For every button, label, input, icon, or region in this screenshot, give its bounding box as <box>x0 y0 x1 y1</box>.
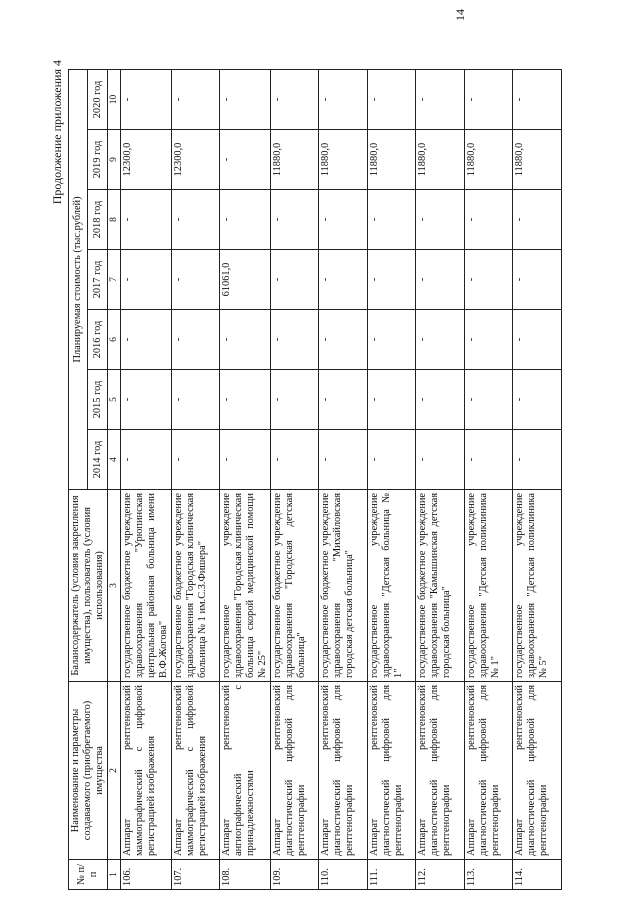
cost-value: - <box>270 370 319 430</box>
column-number: 1 <box>107 860 120 890</box>
continuation-note: Продолжение приложения 4 <box>50 60 64 205</box>
cost-value: - <box>120 310 171 370</box>
table-row <box>416 69 465 889</box>
cost-value: 61061,0 <box>220 250 271 310</box>
cost-value: - <box>416 69 465 129</box>
cost-value: 12300,0 <box>120 130 171 190</box>
cost-value: - <box>367 370 416 430</box>
table-body <box>120 69 561 889</box>
row-number: 110. <box>319 860 368 890</box>
cost-value: - <box>464 310 513 370</box>
cost-value: - <box>367 430 416 490</box>
cost-value: - <box>171 310 220 370</box>
cost-value: - <box>120 190 171 250</box>
cost-value: - <box>513 190 562 250</box>
header-year: 2019 год <box>88 130 107 190</box>
cost-value: - <box>220 130 271 190</box>
cost-value: - <box>513 69 562 129</box>
column-number: 6 <box>107 310 120 370</box>
cost-value: - <box>270 69 319 129</box>
cost-value: - <box>120 250 171 310</box>
item-name: Аппарат рентгеновский диагностический цифровой для рентгенографии <box>270 682 319 860</box>
header-num: № п/п <box>69 860 108 890</box>
cost-value: - <box>270 310 319 370</box>
cost-value: - <box>270 430 319 490</box>
table-row <box>171 69 220 889</box>
cost-value: - <box>171 370 220 430</box>
cost-value: - <box>513 430 562 490</box>
cost-value: - <box>513 370 562 430</box>
cost-value: - <box>367 250 416 310</box>
cost-value: 11880,0 <box>513 130 562 190</box>
cost-value: 11880,0 <box>367 130 416 190</box>
column-number: 4 <box>107 430 120 490</box>
cost-value: - <box>367 190 416 250</box>
cost-value: - <box>120 69 171 129</box>
cost-value: - <box>416 250 465 310</box>
balance-holder: государственное бюджетное учреждение здравоохранения "Михайловская городская детская больница" <box>319 490 368 682</box>
cost-value: - <box>171 430 220 490</box>
column-number: 3 <box>107 490 120 682</box>
table-row <box>367 69 416 889</box>
column-number: 10 <box>107 69 120 129</box>
column-numbers-row <box>107 69 120 889</box>
item-name: Аппарат рентгеновский диагностический цифровой для рентгенографии <box>416 682 465 860</box>
table-row <box>270 69 319 889</box>
row-number: 107. <box>171 860 220 890</box>
balance-holder: государственное бюджетное учреждение здравоохранения "Городская клиническая больница № 1 им.С.З.Фишера" <box>171 490 220 682</box>
header-cost: Планируемая стоимость (тыс.рублей) <box>69 69 88 489</box>
row-number: 106. <box>120 860 171 890</box>
cost-value: 11880,0 <box>416 130 465 190</box>
cost-value: - <box>220 310 271 370</box>
row-number: 114. <box>513 860 562 890</box>
balance-holder: государственное учреждение здравоохранения "Городская клиническая больница скорой медицинской помощи № 25" <box>220 490 271 682</box>
cost-value: - <box>220 430 271 490</box>
column-number: 8 <box>107 190 120 250</box>
cost-value: - <box>367 69 416 129</box>
cost-value: - <box>171 250 220 310</box>
cost-value: 11880,0 <box>319 130 368 190</box>
cost-value: 12300,0 <box>171 130 220 190</box>
item-name: Аппарат рентгеновский диагностический цифровой для рентгенографии <box>367 682 416 860</box>
table-row <box>319 69 368 889</box>
balance-holder: государственное учреждение здравоохранения "Детская поликлиника № 5" <box>513 490 562 682</box>
cost-value: - <box>319 69 368 129</box>
cost-value: - <box>220 190 271 250</box>
row-number: 108. <box>220 860 271 890</box>
cost-value: - <box>270 250 319 310</box>
item-name: Аппарат рентгеновский диагностический цифровой для рентгенографии <box>319 682 368 860</box>
header-year: 2020 год <box>88 69 107 129</box>
item-name: Аппарат рентгеновский ангиографический с принадлежностями <box>220 682 271 860</box>
cost-value: 11880,0 <box>464 130 513 190</box>
header-year: 2018 год <box>88 190 107 250</box>
balance-holder: государственное бюджетное учреждение здравоохранения "Городская детская больница" <box>270 490 319 682</box>
table-row <box>220 69 271 889</box>
cost-value: - <box>120 430 171 490</box>
cost-value: - <box>270 190 319 250</box>
cost-value: - <box>464 370 513 430</box>
cost-value: - <box>464 250 513 310</box>
column-number: 7 <box>107 250 120 310</box>
cost-value: - <box>319 430 368 490</box>
balance-holder: государственное бюджетное учреждение здравоохранения "Камышинская детская городская больница" <box>416 490 465 682</box>
cost-value: 11880,0 <box>270 130 319 190</box>
property-table <box>68 69 562 890</box>
balance-holder: государственное учреждение здравоохранения "Детская поликлиника № 1" <box>464 490 513 682</box>
cost-value: - <box>416 310 465 370</box>
cost-value: - <box>367 310 416 370</box>
item-name: Аппарат рентгеновский маммографический с цифровой регистрацией изображения <box>171 682 220 860</box>
cost-value: - <box>319 310 368 370</box>
header-holder: Балансодержатель (условия закрепления имущества), пользователь (условия использования) <box>69 490 108 682</box>
balance-holder: государственное учреждение здравоохранения "Детская больница № 1" <box>367 490 416 682</box>
cost-value: - <box>319 250 368 310</box>
header-row <box>69 69 88 889</box>
cost-value: - <box>171 69 220 129</box>
column-number: 2 <box>107 682 120 860</box>
header-year: 2016 год <box>88 310 107 370</box>
cost-value: - <box>416 190 465 250</box>
row-number: 112. <box>416 860 465 890</box>
cost-value: - <box>319 190 368 250</box>
cost-value: - <box>120 370 171 430</box>
row-number: 109. <box>270 860 319 890</box>
balance-holder: государственное бюджетное учреждение здравоохранения "Урюпинская центральная районная больница имени В.Ф.Жогова" <box>120 490 171 682</box>
cost-value: - <box>464 69 513 129</box>
column-number: 9 <box>107 130 120 190</box>
column-number: 5 <box>107 370 120 430</box>
cost-value: - <box>464 190 513 250</box>
item-name: Аппарат рентгеновский диагностический цифровой для рентгенографии <box>513 682 562 860</box>
table-row <box>464 69 513 889</box>
cost-value: - <box>464 430 513 490</box>
row-number: 113. <box>464 860 513 890</box>
item-name: Аппарат рентгеновский маммографический с цифровой регистрацией изображения <box>120 682 171 860</box>
rotated-page <box>50 60 618 890</box>
cost-value: - <box>220 370 271 430</box>
header-year: 2015 год <box>88 370 107 430</box>
header-name: Наименование и параметры создаваемого (приобретаемого) имущества <box>69 682 108 860</box>
cost-value: - <box>416 370 465 430</box>
page-number: 14 <box>453 9 467 21</box>
header-year: 2017 год <box>88 250 107 310</box>
cost-value: - <box>513 310 562 370</box>
item-name: Аппарат рентгеновский диагностический цифровой для рентгенографии <box>464 682 513 860</box>
row-number: 111. <box>367 860 416 890</box>
cost-value: - <box>220 69 271 129</box>
table-row <box>120 69 171 889</box>
cost-value: - <box>416 430 465 490</box>
cost-value: - <box>513 250 562 310</box>
cost-value: - <box>319 370 368 430</box>
table-row <box>513 69 562 889</box>
cost-value: - <box>171 190 220 250</box>
header-year: 2014 год <box>88 430 107 490</box>
